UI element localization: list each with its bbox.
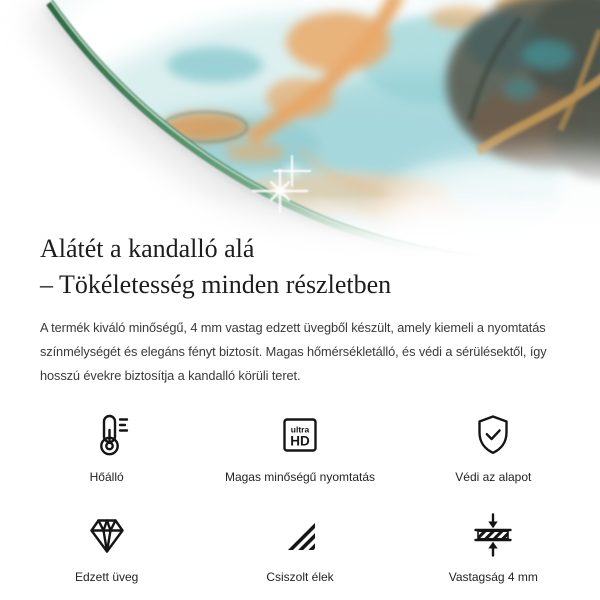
title-line-2: – Tökéletesség minden részletben [40, 270, 392, 299]
feature-label: Edzett üveg [74, 570, 139, 584]
page-title [40, 231, 560, 303]
feature-label: Magas minőségű nyomtatás [224, 470, 376, 484]
feature-grid [10, 410, 590, 584]
diamond-icon [83, 510, 131, 560]
feature-high-quality-print [203, 410, 396, 484]
ultra-label: ultra [290, 424, 310, 435]
feature-heat-resistant [10, 410, 203, 484]
feature-label: Hőálló [89, 470, 124, 484]
product-info-section [0, 231, 600, 584]
feature-label: Csiszolt élek [266, 570, 334, 584]
feature-polished-edges [203, 510, 396, 584]
feature-protects-base [397, 410, 590, 484]
title-line-1: Alátét a kandalló alá [40, 234, 255, 263]
polished-edges-icon [276, 510, 324, 560]
feature-label: Védi az alapot [455, 470, 532, 484]
feature-tempered-glass [10, 510, 203, 584]
shield-check-icon [469, 410, 517, 460]
hd-label: HD [290, 433, 310, 449]
ultra-hd-icon [276, 410, 324, 460]
glass-panel-image [0, 0, 600, 260]
feature-label: Vastagság 4 mm [448, 570, 538, 584]
product-description: A termék kiváló minőségű, 4 mm vastag edzett üvegből készült, amely kiemeli a nyomtatás színmélységét és elegáns fényt biztosít. Magas hőmérsékletálló, és védi a sérülésektől, így hosszú évekre biztosítja a kandalló körüli teret. [40, 320, 547, 383]
product-photo [0, 0, 600, 260]
thermometer-icon [83, 410, 131, 460]
compressed-thickness-icon [469, 510, 517, 560]
feature-thickness-4mm [397, 510, 590, 584]
